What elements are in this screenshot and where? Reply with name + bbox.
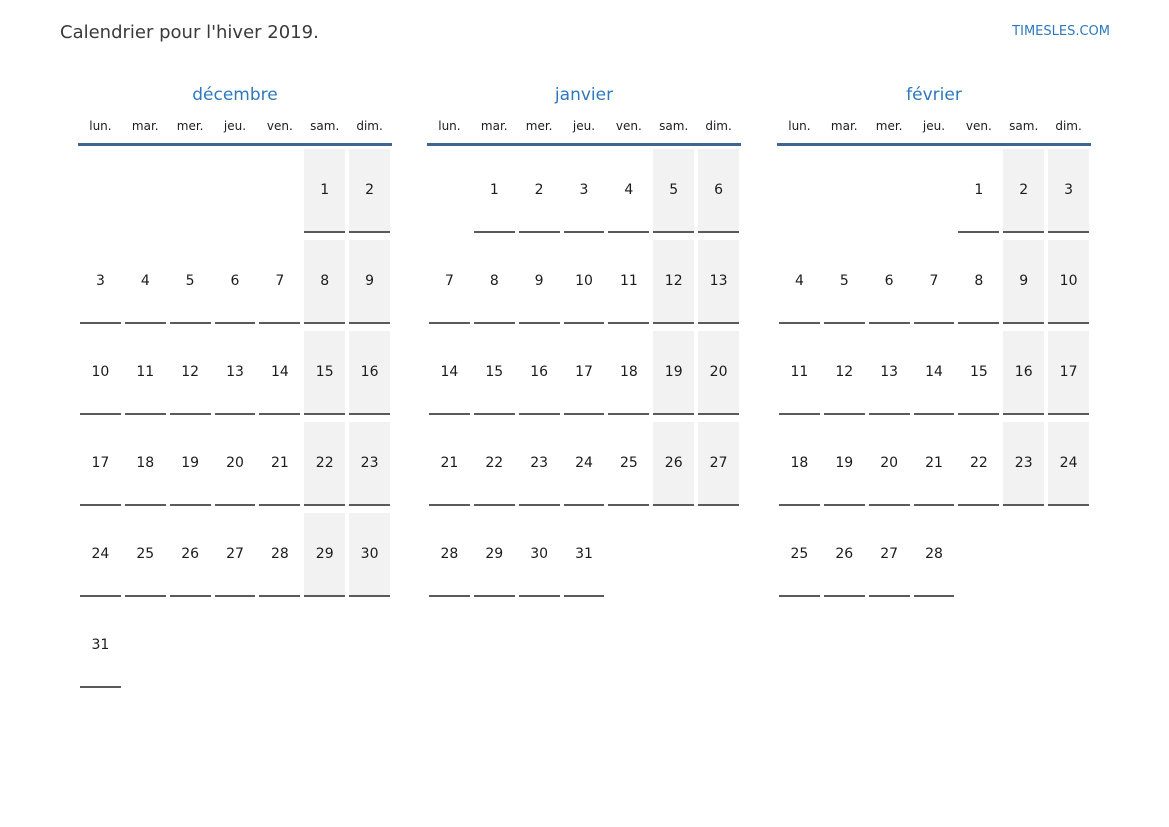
day-number: 14 bbox=[440, 364, 459, 380]
day-cell bbox=[472, 237, 517, 328]
day-number: 7 bbox=[275, 273, 285, 289]
day-cell-empty bbox=[696, 510, 741, 601]
day-cell bbox=[777, 237, 822, 328]
day-number: 20 bbox=[226, 455, 244, 471]
weekday-header-row bbox=[427, 115, 741, 137]
day-cell bbox=[1046, 146, 1091, 237]
weekday-label: mer. bbox=[525, 119, 553, 133]
day-number: 16 bbox=[530, 364, 549, 380]
day-cell bbox=[257, 419, 302, 510]
day-cell bbox=[347, 237, 392, 328]
day-number: 26 bbox=[835, 546, 854, 562]
day-cell bbox=[347, 146, 392, 237]
day-number: 24 bbox=[91, 546, 110, 562]
weekday-label: dim. bbox=[356, 119, 383, 133]
day-number: 10 bbox=[91, 364, 110, 380]
day-number: 23 bbox=[530, 455, 549, 471]
day-number: 9 bbox=[1019, 273, 1029, 289]
day-cell-empty bbox=[651, 510, 696, 601]
day-cell-empty bbox=[606, 510, 651, 601]
day-number: 20 bbox=[709, 364, 728, 380]
day-number: 9 bbox=[534, 273, 544, 289]
day-cell bbox=[606, 419, 651, 510]
day-number: 17 bbox=[91, 455, 110, 471]
day-cell bbox=[472, 328, 517, 419]
day-cell bbox=[78, 601, 123, 692]
day-cell bbox=[168, 328, 213, 419]
weekday-label: dim. bbox=[1055, 119, 1082, 133]
day-number: 19 bbox=[181, 455, 200, 471]
month-title: janvier bbox=[554, 85, 614, 105]
day-number: 26 bbox=[181, 546, 200, 562]
day-cell bbox=[517, 419, 562, 510]
day-cell bbox=[651, 328, 696, 419]
day-cell bbox=[427, 510, 472, 601]
day-number: 15 bbox=[485, 364, 504, 380]
day-number: 30 bbox=[530, 546, 549, 562]
day-number: 1 bbox=[974, 182, 984, 198]
day-number: 28 bbox=[440, 546, 459, 562]
page-title: Calendrier pour l'hiver 2019. bbox=[60, 22, 319, 43]
day-cell bbox=[562, 510, 607, 601]
day-number: 1 bbox=[489, 182, 499, 198]
day-cell bbox=[912, 237, 957, 328]
day-cell bbox=[78, 328, 123, 419]
day-cell-empty bbox=[822, 146, 867, 237]
day-number: 12 bbox=[181, 364, 200, 380]
day-number: 19 bbox=[664, 364, 683, 380]
day-number: 16 bbox=[1014, 364, 1033, 380]
day-number: 8 bbox=[974, 273, 984, 289]
day-number: 29 bbox=[315, 546, 334, 562]
day-number: 19 bbox=[835, 455, 854, 471]
day-number: 27 bbox=[709, 455, 728, 471]
day-number: 11 bbox=[136, 364, 155, 380]
day-cell bbox=[78, 419, 123, 510]
day-cell bbox=[168, 237, 213, 328]
day-cell bbox=[257, 328, 302, 419]
day-cell bbox=[777, 328, 822, 419]
weekday-label: ven. bbox=[266, 119, 293, 133]
day-cell bbox=[213, 237, 258, 328]
day-number: 8 bbox=[320, 273, 330, 289]
day-cell-empty bbox=[302, 601, 347, 692]
day-cell bbox=[696, 328, 741, 419]
day-cell bbox=[123, 328, 168, 419]
day-cell bbox=[213, 328, 258, 419]
day-number: 11 bbox=[619, 273, 638, 289]
calendar-month-february bbox=[777, 84, 1091, 601]
weekday-label: mar. bbox=[131, 119, 159, 133]
weekday-label: mar. bbox=[480, 119, 508, 133]
day-number: 4 bbox=[794, 273, 804, 289]
day-cell bbox=[777, 510, 822, 601]
day-cell-empty bbox=[1046, 510, 1091, 601]
day-cell bbox=[472, 419, 517, 510]
day-number: 21 bbox=[440, 455, 459, 471]
day-cell bbox=[213, 419, 258, 510]
day-cell bbox=[302, 146, 347, 237]
day-number: 13 bbox=[880, 364, 899, 380]
day-cell-empty bbox=[777, 146, 822, 237]
day-cell bbox=[123, 419, 168, 510]
day-grid bbox=[777, 146, 1091, 601]
day-number: 25 bbox=[619, 455, 638, 471]
day-number: 4 bbox=[624, 182, 634, 198]
day-cell bbox=[562, 419, 607, 510]
weekday-label: sam. bbox=[1009, 119, 1039, 133]
day-cell-empty bbox=[867, 146, 912, 237]
day-number: 4 bbox=[140, 273, 150, 289]
day-number: 3 bbox=[579, 182, 589, 198]
day-cell bbox=[1046, 419, 1091, 510]
day-cell bbox=[822, 510, 867, 601]
month-title: décembre bbox=[192, 85, 278, 105]
day-number: 31 bbox=[91, 637, 110, 653]
day-number: 21 bbox=[925, 455, 943, 471]
day-cell-empty bbox=[123, 601, 168, 692]
day-cell bbox=[257, 510, 302, 601]
day-number: 15 bbox=[969, 364, 988, 380]
day-number: 29 bbox=[485, 546, 504, 562]
weekday-label: jeu. bbox=[223, 119, 247, 133]
day-number: 18 bbox=[790, 455, 809, 471]
day-cell bbox=[347, 510, 392, 601]
calendar-month-december bbox=[78, 84, 392, 692]
day-cell bbox=[867, 328, 912, 419]
day-cell-empty bbox=[427, 146, 472, 237]
day-number: 3 bbox=[1064, 182, 1074, 198]
day-number: 12 bbox=[664, 273, 683, 289]
weekday-header-row bbox=[777, 115, 1091, 137]
weekday-label: lun. bbox=[438, 119, 461, 133]
day-cell bbox=[696, 419, 741, 510]
day-cell bbox=[867, 237, 912, 328]
day-cell-empty bbox=[956, 510, 1001, 601]
day-number: 1 bbox=[320, 182, 330, 198]
day-cell bbox=[606, 328, 651, 419]
day-cell bbox=[347, 328, 392, 419]
day-number: 27 bbox=[880, 546, 899, 562]
day-number: 10 bbox=[575, 273, 593, 289]
day-cell bbox=[1001, 146, 1046, 237]
day-number: 2 bbox=[534, 182, 544, 198]
weekday-label: mer. bbox=[875, 119, 903, 133]
day-number: 28 bbox=[270, 546, 289, 562]
day-number: 15 bbox=[315, 364, 334, 380]
day-cell bbox=[472, 510, 517, 601]
day-cell-empty bbox=[257, 601, 302, 692]
day-number: 26 bbox=[664, 455, 683, 471]
weekday-label: sam. bbox=[659, 119, 689, 133]
day-cell bbox=[606, 146, 651, 237]
day-cell bbox=[1046, 237, 1091, 328]
day-number: 9 bbox=[365, 273, 375, 289]
day-number: 22 bbox=[485, 455, 504, 471]
day-cell-empty bbox=[257, 146, 302, 237]
day-number: 28 bbox=[925, 546, 943, 562]
day-cell bbox=[867, 510, 912, 601]
day-number: 13 bbox=[226, 364, 244, 380]
day-cell bbox=[606, 237, 651, 328]
day-number: 14 bbox=[270, 364, 289, 380]
day-number: 13 bbox=[709, 273, 728, 289]
day-cell bbox=[213, 510, 258, 601]
day-number: 17 bbox=[575, 364, 593, 380]
day-cell bbox=[696, 146, 741, 237]
day-number: 2 bbox=[1019, 182, 1029, 198]
day-cell bbox=[867, 419, 912, 510]
day-cell bbox=[777, 419, 822, 510]
weekday-label: lun. bbox=[788, 119, 811, 133]
day-cell bbox=[562, 146, 607, 237]
day-number: 10 bbox=[1059, 273, 1078, 289]
day-number: 6 bbox=[714, 182, 724, 198]
weekday-label: mer. bbox=[176, 119, 204, 133]
day-cell bbox=[562, 328, 607, 419]
day-number: 6 bbox=[884, 273, 894, 289]
day-cell-empty bbox=[213, 601, 258, 692]
day-number: 30 bbox=[360, 546, 379, 562]
brand-link[interactable]: TIMESLES.COM bbox=[1012, 24, 1110, 39]
day-cell bbox=[696, 237, 741, 328]
day-number: 14 bbox=[925, 364, 943, 380]
day-cell-empty bbox=[78, 146, 123, 237]
day-number: 3 bbox=[95, 273, 105, 289]
day-number: 22 bbox=[315, 455, 334, 471]
day-number: 23 bbox=[1014, 455, 1033, 471]
day-cell-empty bbox=[213, 146, 258, 237]
day-cell bbox=[302, 328, 347, 419]
day-cell-empty bbox=[168, 146, 213, 237]
day-cell bbox=[822, 419, 867, 510]
day-number: 17 bbox=[1059, 364, 1078, 380]
day-cell-empty bbox=[347, 601, 392, 692]
day-cell bbox=[956, 146, 1001, 237]
day-cell bbox=[347, 419, 392, 510]
day-cell bbox=[822, 237, 867, 328]
day-cell bbox=[912, 419, 957, 510]
day-cell bbox=[956, 419, 1001, 510]
weekday-label: lun. bbox=[89, 119, 112, 133]
day-number: 2 bbox=[365, 182, 375, 198]
weekday-label: dim. bbox=[705, 119, 732, 133]
day-cell bbox=[956, 328, 1001, 419]
day-cell bbox=[78, 510, 123, 601]
day-number: 31 bbox=[575, 546, 593, 562]
day-cell bbox=[912, 328, 957, 419]
day-cell bbox=[651, 146, 696, 237]
calendar-month-january bbox=[427, 84, 741, 601]
day-number: 27 bbox=[226, 546, 244, 562]
day-number: 23 bbox=[360, 455, 379, 471]
day-number: 18 bbox=[136, 455, 155, 471]
day-cell bbox=[302, 510, 347, 601]
day-number: 6 bbox=[230, 273, 240, 289]
day-cell bbox=[822, 328, 867, 419]
month-title: février bbox=[906, 85, 962, 105]
day-number: 24 bbox=[1059, 455, 1078, 471]
day-cell bbox=[517, 146, 562, 237]
weekday-label: mar. bbox=[830, 119, 858, 133]
day-cell bbox=[651, 237, 696, 328]
day-number: 12 bbox=[835, 364, 854, 380]
day-cell bbox=[1001, 328, 1046, 419]
day-cell bbox=[302, 419, 347, 510]
day-cell bbox=[472, 146, 517, 237]
day-cell bbox=[517, 510, 562, 601]
day-cell bbox=[168, 419, 213, 510]
day-number: 5 bbox=[839, 273, 849, 289]
weekday-label: jeu. bbox=[572, 119, 596, 133]
day-number: 5 bbox=[669, 182, 679, 198]
day-cell-empty bbox=[1001, 510, 1046, 601]
day-number: 11 bbox=[790, 364, 809, 380]
day-number: 16 bbox=[360, 364, 379, 380]
day-number: 22 bbox=[969, 455, 988, 471]
weekday-header-row bbox=[78, 115, 392, 137]
weekday-label: ven. bbox=[965, 119, 992, 133]
day-cell bbox=[427, 328, 472, 419]
day-cell bbox=[427, 419, 472, 510]
day-number: 8 bbox=[489, 273, 499, 289]
day-number: 7 bbox=[929, 273, 939, 289]
day-number: 21 bbox=[270, 455, 289, 471]
day-cell-empty bbox=[168, 601, 213, 692]
day-cell bbox=[168, 510, 213, 601]
day-cell bbox=[123, 510, 168, 601]
day-number: 7 bbox=[444, 273, 454, 289]
day-cell bbox=[912, 510, 957, 601]
day-cell bbox=[123, 237, 168, 328]
day-number: 25 bbox=[790, 546, 809, 562]
day-grid bbox=[78, 146, 392, 692]
day-cell-empty bbox=[123, 146, 168, 237]
day-cell bbox=[651, 419, 696, 510]
day-cell bbox=[562, 237, 607, 328]
day-cell bbox=[517, 237, 562, 328]
day-cell bbox=[257, 237, 302, 328]
weekday-label: sam. bbox=[310, 119, 340, 133]
day-cell bbox=[517, 328, 562, 419]
weekday-label: ven. bbox=[615, 119, 642, 133]
day-cell bbox=[1001, 419, 1046, 510]
day-number: 24 bbox=[575, 455, 593, 471]
day-cell bbox=[1046, 328, 1091, 419]
day-number: 5 bbox=[185, 273, 195, 289]
day-cell bbox=[956, 237, 1001, 328]
day-cell bbox=[78, 237, 123, 328]
day-cell bbox=[302, 237, 347, 328]
day-number: 18 bbox=[619, 364, 638, 380]
day-cell bbox=[427, 237, 472, 328]
day-cell bbox=[1001, 237, 1046, 328]
day-number: 20 bbox=[880, 455, 899, 471]
weekday-label: jeu. bbox=[922, 119, 946, 133]
day-number: 25 bbox=[136, 546, 155, 562]
day-cell-empty bbox=[912, 146, 957, 237]
day-grid bbox=[427, 146, 741, 601]
